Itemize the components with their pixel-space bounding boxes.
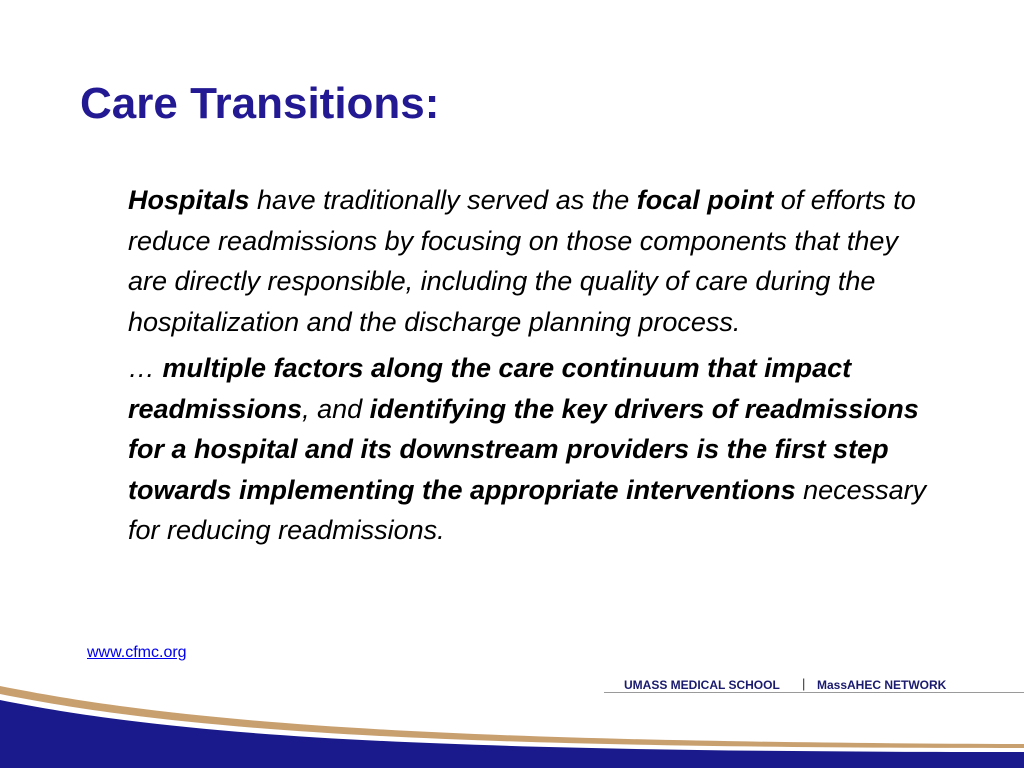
source-link[interactable]: www.cfmc.org: [87, 644, 187, 661]
footer-wave-decoration: [0, 660, 1024, 768]
paragraph-hospitals: [128, 180, 928, 342]
text-segment: , and: [302, 393, 370, 424]
emphasis-multiple-factors: multiple factors along the care continuum that impact readmissions: [128, 353, 852, 424]
text-segment: necessary for reducing readmissions.: [128, 474, 927, 545]
text-segment: of efforts to reduce readmissions by focusing on those components that they are directly responsible, including the quality of care during the hospitalization and the discharge planning process.: [128, 185, 916, 337]
slide-title: Care Transitions:: [80, 79, 440, 128]
emphasis-focal-point: focal point: [636, 185, 774, 215]
wave-navy-band: [0, 700, 1024, 768]
footer-massahec-label: MassAHEC NETWORK: [817, 678, 947, 692]
footer-umass-label: UMASS MEDICAL SCHOOL: [624, 678, 780, 692]
footer-rule: [604, 692, 1024, 693]
footer-separator: |: [802, 676, 806, 691]
emphasis-key-drivers: identifying the key drivers of readmissions for a hospital and its downstream providers is the first step towards implementing the appropriate interventions: [128, 393, 919, 505]
ellipsis: …: [128, 353, 163, 383]
paragraph-factors: [128, 348, 928, 551]
text-segment: have traditionally served as the: [249, 185, 637, 215]
slide-body: [128, 180, 928, 551]
emphasis-hospitals: Hospitals: [128, 185, 250, 215]
